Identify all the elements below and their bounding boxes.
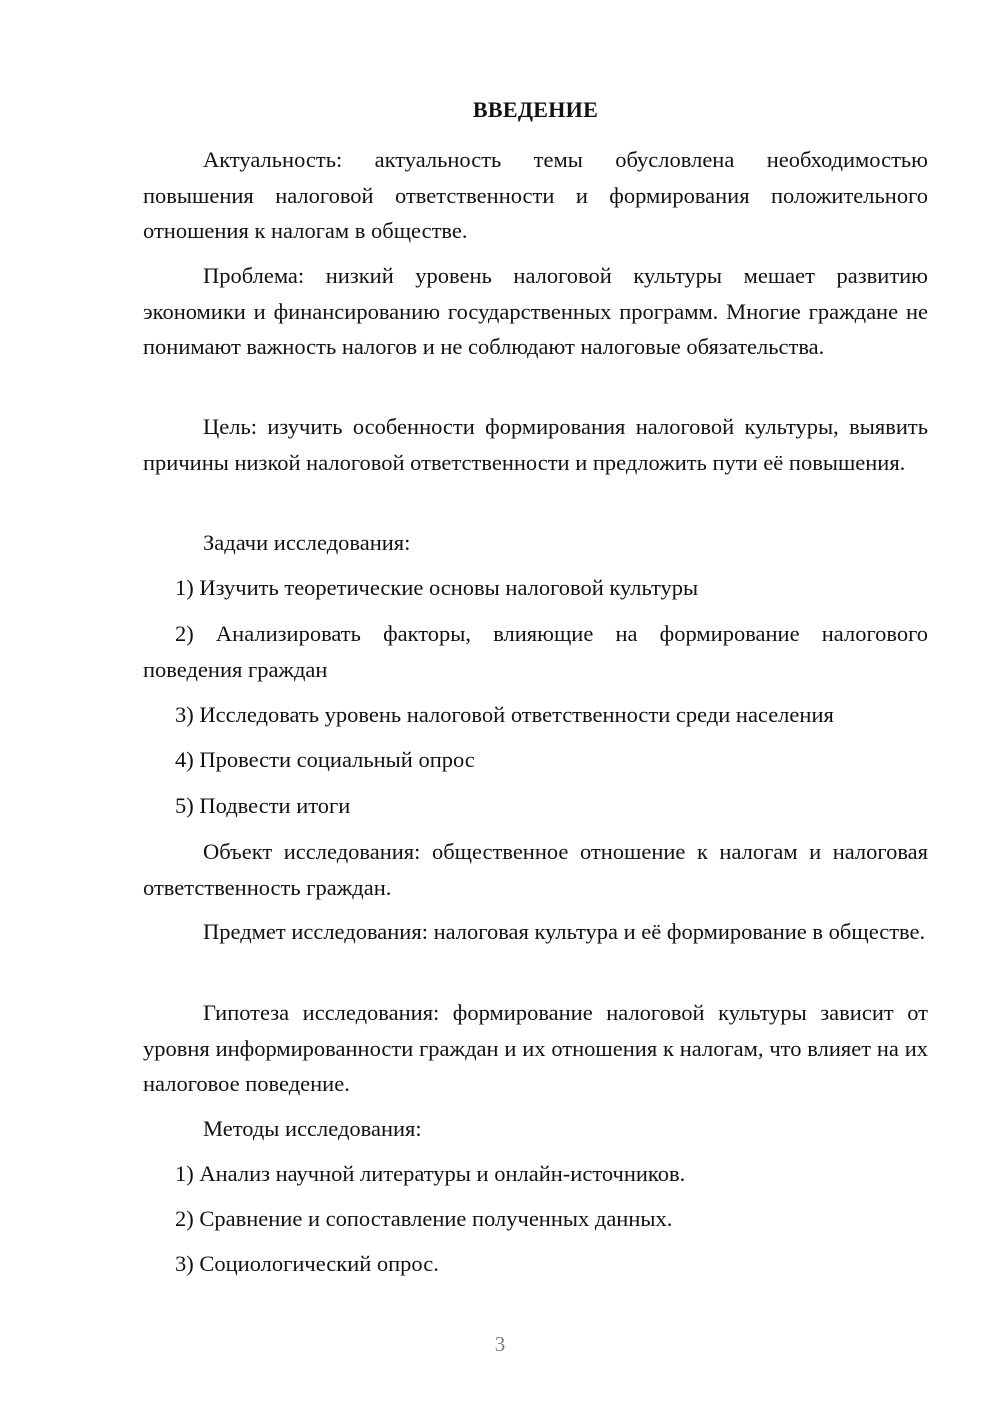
relevance-paragraph: Актуальность: актуальность темы обусловлена необходимостью повышения налоговой ответственности и формирования положительного отношения к налогам в обществе. <box>143 147 928 243</box>
hypothesis-paragraph: Гипотеза исследования: формирование налоговой культуры зависит от уровня информированности граждан и их отношения к налогам, что влияет на их налоговое поведение. <box>143 1000 928 1096</box>
problem-paragraph: Проблема: низкий уровень налоговой культуры мешает развитию экономики и финансированию государственных программ. Многие граждане не понимают важность налогов и не соблюдают налоговые обязательства. <box>143 263 928 359</box>
task-item-4: 4) Провести социальный опрос <box>175 747 475 772</box>
page-number: 3 <box>494 1332 506 1356</box>
task-item-2: 2) Анализировать факторы, влияющие на формирование налогового поведения граждан <box>143 621 928 682</box>
task-item-1: 1) Изучить теоретические основы налоговой культуры <box>175 575 699 600</box>
method-item-2: 2) Сравнение и сопоставление полученных данных. <box>175 1206 673 1231</box>
goal-paragraph: Цель: изучить особенности формирования налоговой культуры, выявить причины низкой налоговой ответственности и предложить пути её повышения. <box>143 414 928 475</box>
methods-title: Методы исследования: <box>203 1116 422 1141</box>
task-item-5: 5) Подвести итоги <box>175 793 351 818</box>
method-item-3: 3) Социологический опрос. <box>175 1251 439 1276</box>
task-item-3: 3) Исследовать уровень налоговой ответственности среди населения <box>175 702 834 727</box>
method-item-1: 1) Анализ научной литературы и онлайн-источников. <box>175 1161 686 1186</box>
subject-paragraph: Предмет исследования: налоговая культура и её формирование в обществе. <box>203 919 926 944</box>
page-title: ВВЕДЕНИЕ <box>472 97 599 122</box>
object-paragraph: Объект исследования: общественное отношение к налогам и налоговая ответственность граждан. <box>143 839 928 900</box>
tasks-title: Задачи исследования: <box>203 530 411 555</box>
